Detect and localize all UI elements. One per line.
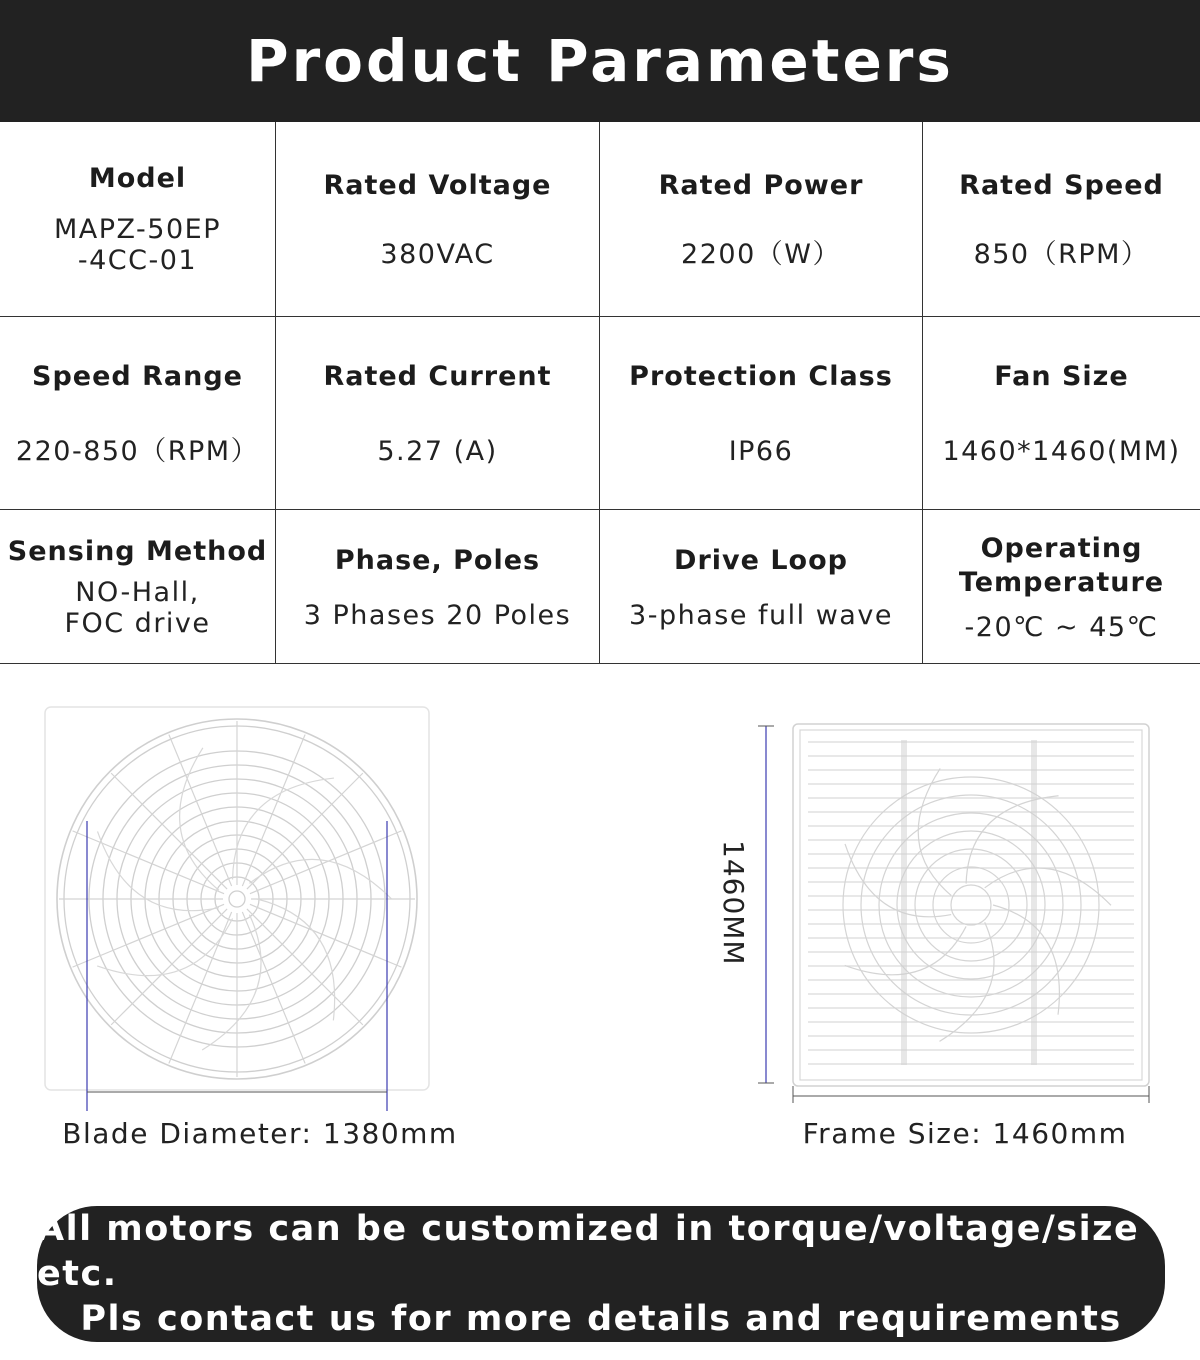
param-value: IP66 <box>728 435 794 467</box>
param-label: Phase, Poles <box>334 544 541 576</box>
param-cell-protection-class <box>600 317 923 510</box>
param-value: -20℃ ~ 45℃ <box>964 611 1159 643</box>
param-value: 1460*1460(MM) <box>942 435 1181 467</box>
header-bar <box>0 0 1200 122</box>
param-label: Model <box>88 163 187 194</box>
param-cell-rated-speed <box>923 122 1200 317</box>
param-value: MAPZ-50EP -4CC-01 <box>53 214 221 276</box>
param-value: 2200（W） <box>681 238 841 270</box>
param-label: Drive Loop <box>674 544 848 576</box>
fan-front-drawing <box>44 706 444 1116</box>
param-label: Rated Speed <box>959 169 1164 201</box>
banner-line-2: Pls contact us for more details and requirements <box>80 1298 1122 1339</box>
param-cell-rated-voltage <box>276 122 600 317</box>
param-cell-sensing-method <box>0 510 276 664</box>
param-label: Rated Current <box>323 360 552 392</box>
param-label: Rated Power <box>658 169 864 201</box>
param-label: Protection Class <box>629 360 893 392</box>
param-label: Sensing Method <box>7 536 268 567</box>
param-cell-speed-range <box>0 317 276 510</box>
customization-banner <box>37 1206 1165 1342</box>
param-value: 3 Phases 20 Poles <box>303 599 572 631</box>
frame-height-label: 1460MM <box>717 840 750 966</box>
param-cell-rated-current <box>276 317 600 510</box>
param-cell-model <box>0 122 276 317</box>
page-title: Product Parameters <box>246 27 954 95</box>
param-label: Fan Size <box>994 360 1129 392</box>
param-cell-drive-loop <box>600 510 923 664</box>
param-value: 3-phase full wave <box>629 599 893 631</box>
param-label: Rated Voltage <box>323 169 552 201</box>
param-value: 850（RPM） <box>973 238 1150 270</box>
param-value: 220-850（RPM） <box>15 435 260 467</box>
param-cell-phase-poles <box>276 510 600 664</box>
param-cell-operating-temperature <box>923 510 1200 664</box>
param-label: Speed Range <box>32 360 243 392</box>
param-cell-fan-size <box>923 317 1200 510</box>
param-value: 380VAC <box>380 238 495 270</box>
frame-size-caption: Frame Size: 1460mm <box>802 1117 1128 1150</box>
blade-diameter-caption: Blade Diameter: 1380mm <box>62 1117 458 1150</box>
banner-line-1: All motors can be customized in torque/voltage/size etc. <box>37 1208 1140 1294</box>
param-value: NO-Hall, FOC drive <box>64 577 211 639</box>
parameters-table <box>0 122 1200 664</box>
fan-frame-drawing <box>690 720 1160 1110</box>
param-cell-rated-power <box>600 122 923 317</box>
param-value: 5.27 (A) <box>377 435 498 467</box>
param-label: Operating Temperature <box>958 532 1165 598</box>
